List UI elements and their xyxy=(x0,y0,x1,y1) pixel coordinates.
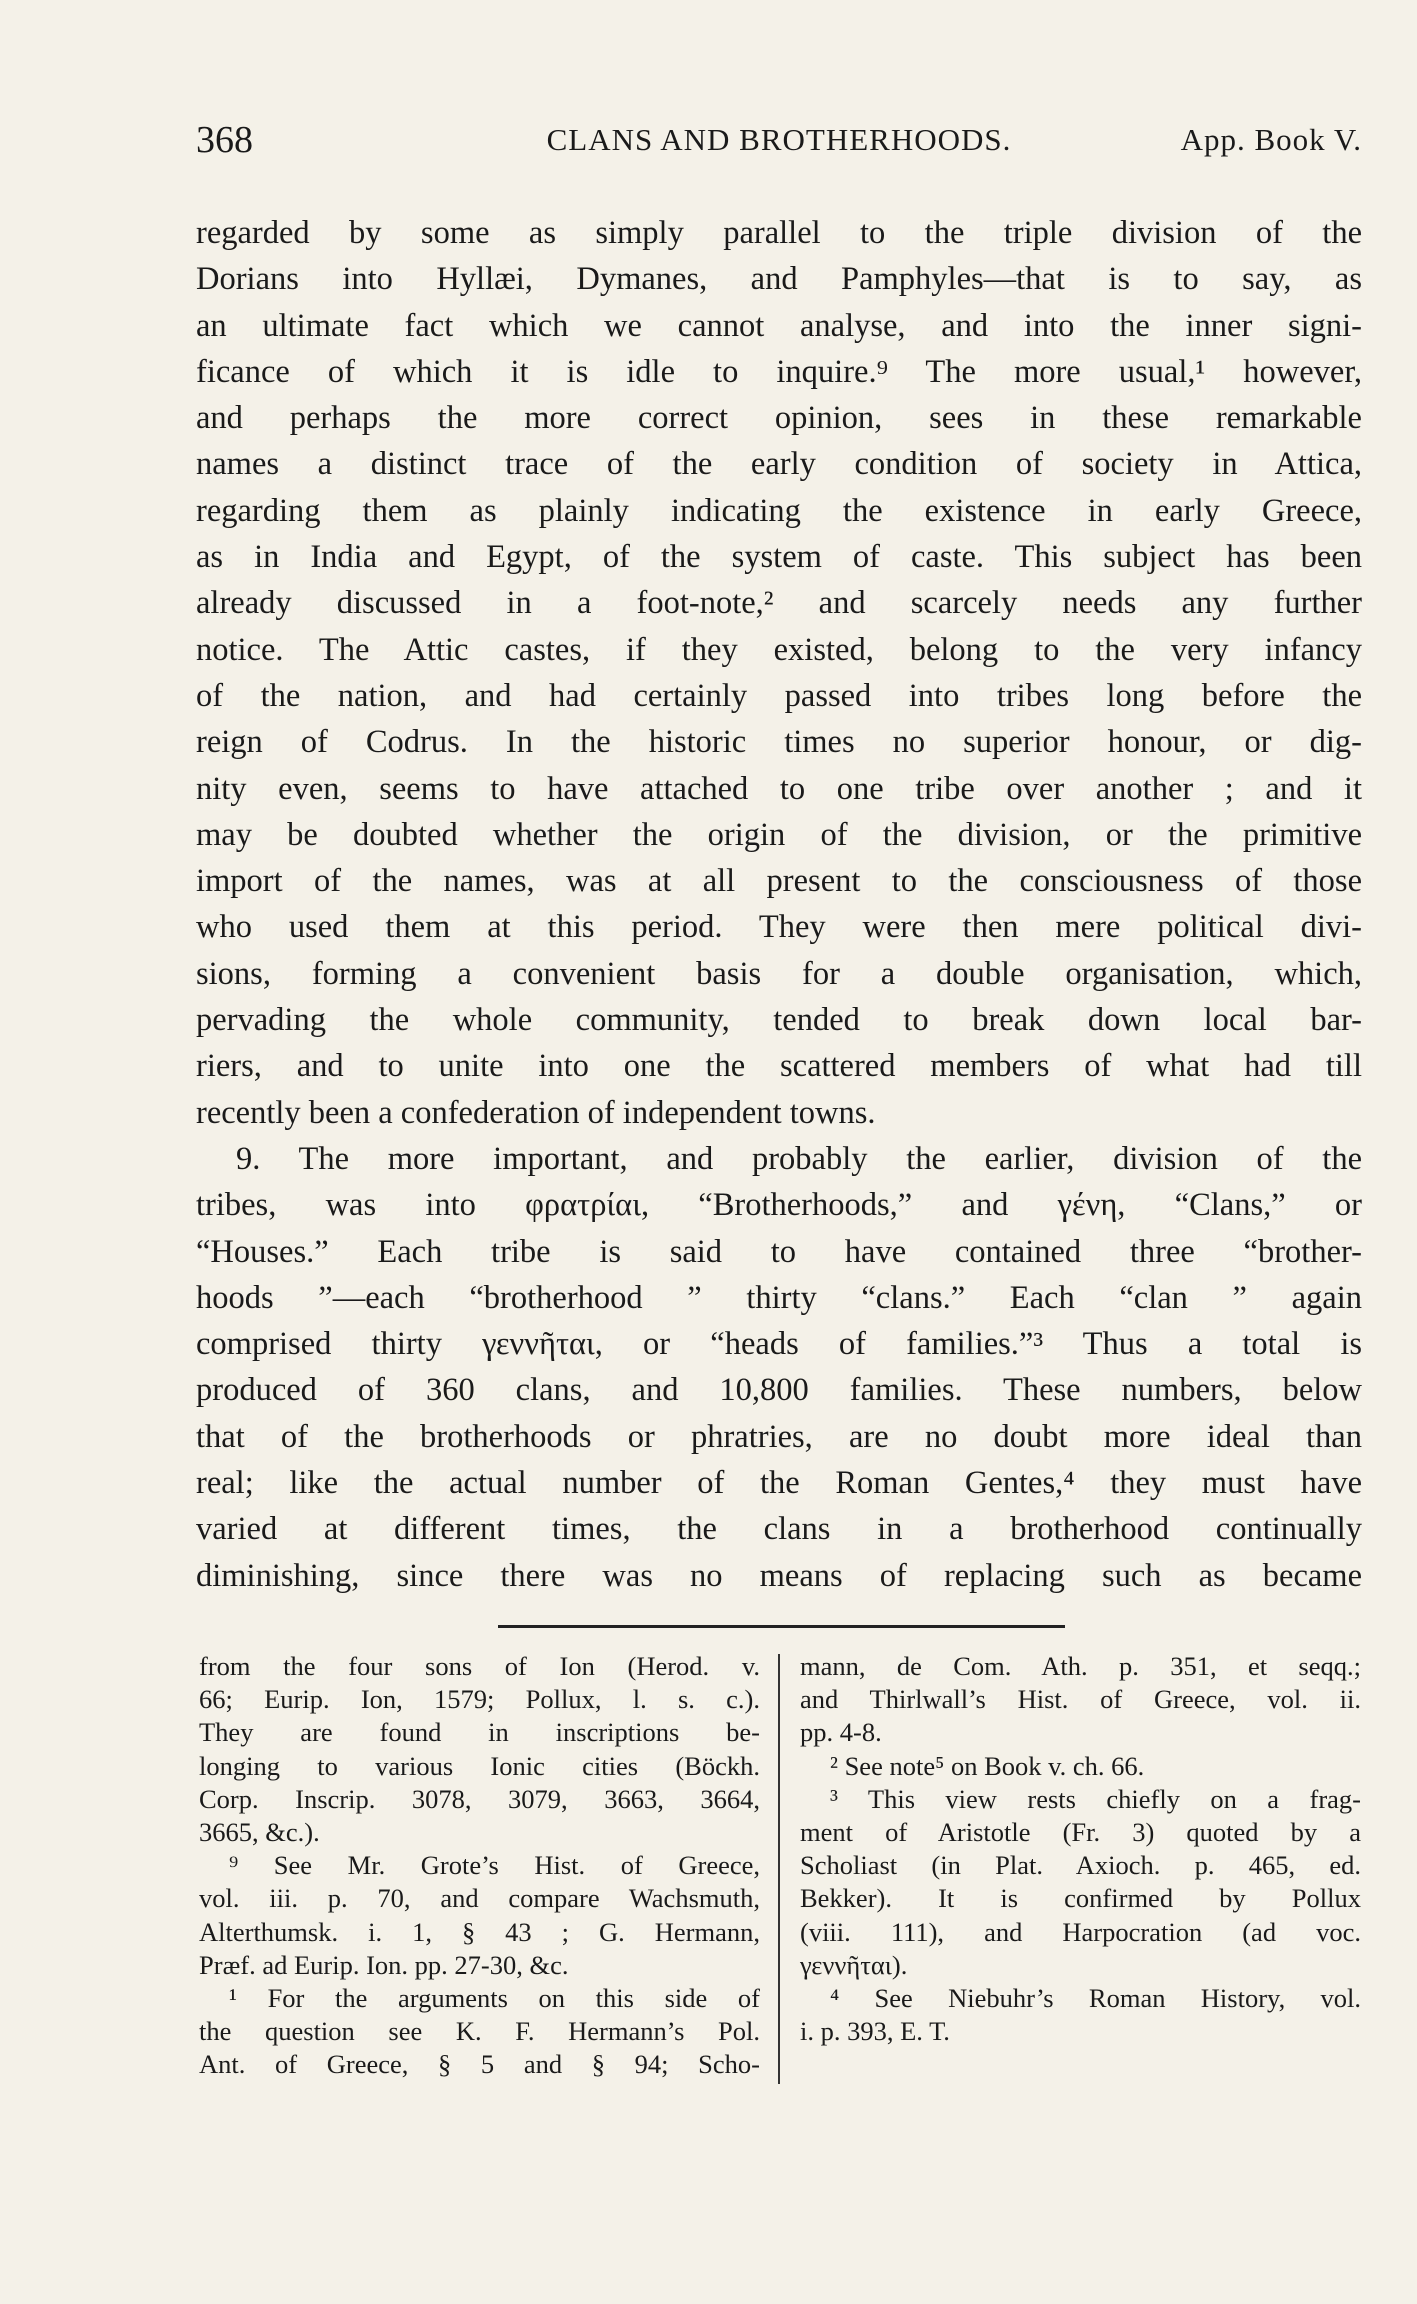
text-line: regarding them as plainly indicating the existence in early Greece, xyxy=(196,492,1362,529)
footnote-9: ⁹ See Mr. Grote’s Hist. of Greece, xyxy=(229,1850,760,1881)
footnote-line: pp. 4-8. xyxy=(800,1717,882,1748)
footnote-line: i. p. 393, E. T. xyxy=(800,2016,950,2047)
main-text xyxy=(196,210,1362,1599)
footnotes-right-column xyxy=(800,1650,1361,2048)
text-line: who used them at this period. They were then mere political divi- xyxy=(196,909,1362,946)
text-line: comprised thirty γεννῆται, or “heads of families.”³ Thus a total is xyxy=(196,1326,1362,1363)
text-line: an ultimate fact which we cannot analyse, and into the inner signi- xyxy=(196,307,1362,344)
text-line: ficance of which it is idle to inquire.⁹ The more usual,¹ however, xyxy=(196,353,1362,390)
text-line: recently been a confederation of independent towns. xyxy=(196,1094,876,1131)
footnote-line: the question see K. F. Hermann’s Pol. xyxy=(199,2016,760,2047)
column-divider xyxy=(778,1654,780,2084)
footnote-2: ² See note⁵ on Book v. ch. 66. xyxy=(830,1750,1145,1781)
text-line: varied at different times, the clans in a brotherhood continually xyxy=(196,1511,1362,1548)
text-line: reign of Codrus. In the historic times no superior honour, or dig- xyxy=(196,724,1362,761)
footnote-line: longing to various Ionic cities (Böckh. xyxy=(199,1750,760,1781)
text-line: tribes, was into φρατρίαι, “Brotherhoods,” and γένη, “Clans,” or xyxy=(196,1187,1362,1224)
text-line: already discussed in a foot-note,² and scarcely needs any further xyxy=(196,585,1362,622)
paragraph-9-start: 9. The more important, and probably the earlier, division of the xyxy=(236,1140,1362,1177)
footnote-3: ³ This view rests chiefly on a frag- xyxy=(830,1783,1361,1814)
text-line: import of the names, was at all present to the consciousness of those xyxy=(196,863,1362,900)
text-line: pervading the whole community, tended to break down local bar- xyxy=(196,1002,1362,1039)
text-line: real; like the actual number of the Roman Gentes,⁴ they must have xyxy=(196,1465,1362,1502)
text-line: regarded by some as simply parallel to the triple division of the xyxy=(196,215,1362,251)
text-line: of the nation, and had certainly passed into tribes long before the xyxy=(196,677,1362,714)
footnote-1: ¹ For the arguments on this side of xyxy=(229,1982,760,2013)
footnote-line: γεννῆται). xyxy=(800,1949,908,1980)
footnote-line: (viii. 111), and Harpocration (ad voc. xyxy=(800,1916,1361,1947)
text-line: nity even, seems to have attached to one tribe over another ; and it xyxy=(196,770,1362,807)
footnote-line: 66; Eurip. Ion, 1579; Pollux, l. s. c.). xyxy=(199,1684,760,1715)
text-line: diminishing, since there was no means of replacing such as became xyxy=(196,1557,1362,1594)
footnote-line: Scholiast (in Plat. Axioch. p. 465, ed. xyxy=(800,1850,1361,1881)
text-line: sions, forming a convenient basis for a double organisation, which, xyxy=(196,955,1362,992)
footnote-line: and Thirlwall’s Hist. of Greece, vol. ii. xyxy=(800,1684,1361,1715)
text-line: and perhaps the more correct opinion, sees in these remarkable xyxy=(196,400,1362,437)
footnote-line: Ant. of Greece, § 5 and § 94; Scho- xyxy=(199,2049,760,2080)
text-line: “Houses.” Each tribe is said to have contained three “brother- xyxy=(196,1233,1362,1270)
text-line: riers, and to unite into one the scattered members of what had till xyxy=(196,1048,1362,1085)
page-number: 368 xyxy=(196,119,253,161)
footnote-line: Corp. Inscrip. 3078, 3079, 3663, 3664, xyxy=(199,1783,760,1814)
text-line: notice. The Attic castes, if they existed, belong to the very infancy xyxy=(196,631,1362,668)
footnote-line: ment of Aristotle (Fr. 3) quoted by a xyxy=(800,1816,1361,1847)
footnote-line: Alterthumsk. i. 1, § 43 ; G. Hermann, xyxy=(199,1916,760,1947)
footnotes-left-column xyxy=(199,1650,760,2081)
footnote-line: They are found in inscriptions be- xyxy=(199,1717,760,1748)
text-line: as in India and Egypt, of the system of caste. This subject has been xyxy=(196,539,1362,576)
footnote-line: mann, de Com. Ath. p. 351, et seqq.; xyxy=(800,1651,1361,1681)
footnote-line: from the four sons of Ion (Herod. v. xyxy=(199,1651,760,1681)
footnote-line: Præf. ad Eurip. Ion. pp. 27-30, &c. xyxy=(199,1949,569,1980)
text-line: names a distinct trace of the early condition of society in Attica, xyxy=(196,446,1362,483)
text-line: produced of 360 clans, and 10,800 families. These numbers, below xyxy=(196,1372,1362,1409)
running-header xyxy=(196,118,1362,168)
text-line: hoods ”—each “brotherhood ” thirty “clans.” Each “clan ” again xyxy=(196,1279,1362,1316)
text-line: may be doubted whether the origin of the division, or the primitive xyxy=(196,816,1362,853)
footnote-line: Bekker). It is confirmed by Pollux xyxy=(800,1883,1361,1914)
text-line: Dorians into Hyllæi, Dymanes, and Pamphyles—that is to say, as xyxy=(196,261,1362,298)
footnote-line: 3665, &c.). xyxy=(199,1816,320,1847)
footnote-divider xyxy=(498,1625,1065,1628)
footnote-line: vol. iii. p. 70, and compare Wachsmuth, xyxy=(199,1883,760,1914)
running-title: CLANS AND BROTHERHOODS. xyxy=(546,122,1012,157)
text-line: that of the brotherhoods or phratries, are no doubt more ideal than xyxy=(196,1418,1362,1455)
section-label: App. Book V. xyxy=(1180,122,1362,157)
footnote-4: ⁴ See Niebuhr’s Roman History, vol. xyxy=(830,1982,1361,2013)
